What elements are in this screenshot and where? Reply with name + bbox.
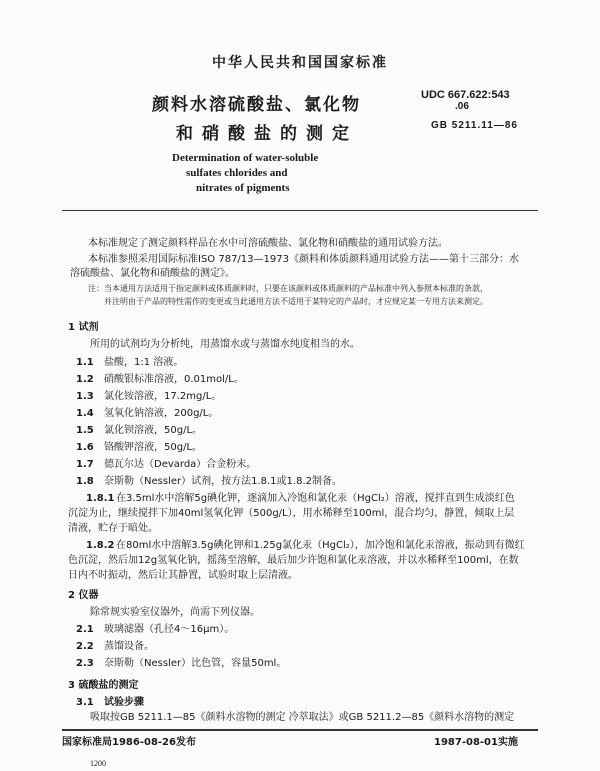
title-divider (62, 210, 538, 211)
standard-org-heading: 中华人民共和国国家标准 (212, 55, 388, 71)
item-1-2: 1.2 硝酸银标准溶液，0.01mol/L。 (76, 374, 244, 385)
gb-number: GB 5211.11—86 (431, 120, 518, 131)
intro-note-a: 注：当本通用方法适用于指定颜料或体质颜料时，只要在该颜料或体质颜料的产品标准中列入参照本标准的条款， (88, 284, 488, 293)
english-title-line1: Determination of water-soluble (172, 152, 319, 164)
udc-code-suffix: .06 (455, 101, 469, 112)
section-1-lead: 所用的试剂均为分析纯，用蒸馏水或与蒸馏水纯度相当的水。 (90, 339, 360, 350)
section-2-title: 2 仪器 (68, 590, 99, 601)
effective-date: 1987-08-01实施 (434, 737, 518, 748)
intro-paragraph-2b: 溶硫酸盐、氯化物和硝酸盐的测定》。 (70, 268, 235, 279)
intro-note-b: 并注明由于产品的特性需作的变更或当此通用方法不适用于某特定的产品时，才应规定某一专用方法来测定。 (104, 297, 488, 306)
item-2-1: 2.1 玻璃滤器（孔径4～16μm）。 (76, 624, 235, 635)
item-1-8-1-line1: 1.8.1 在3.5ml水中溶解5g碘化钾，逐滴加入冷饱和氯化汞（HgCl₂）溶液，搅拌直到生成淡红色 (86, 493, 515, 504)
item-1-8: 1.8 奈斯勒（Nessler）试剂，按方法1.8.1或1.8.2制备。 (76, 476, 342, 487)
item-2-2: 2.2 蒸馏设备。 (76, 641, 154, 652)
item-1-7: 1.7 德瓦尔达（Devarda）合金粉末。 (76, 459, 257, 470)
item-1-5: 1.5 氯化钡溶液，50g/L。 (76, 425, 203, 436)
page-number: 1200 (90, 759, 106, 768)
section-2-lead: 除常规实验室仪器外，尚需下列仪器。 (90, 607, 260, 618)
item-2-3: 2.3 奈斯勒（Nessler）比色管，容量50ml。 (76, 658, 287, 669)
footer-divider (62, 729, 538, 731)
english-title-line2: sulfates chlorides and (186, 167, 288, 179)
chinese-title-line1: 颜料水溶硫酸盐、氯化物 (152, 95, 361, 115)
subsection-3-1-text: 吸取按GB 5211.1—85《颜料水溶物的测定 冷萃取法》或GB 5211.2—85《颜料水溶物的测定 (90, 712, 515, 723)
item-1-8-1-line2: 沉淀为止，继续搅拌下加40ml氢氧化钾（500g/L），用水稀释至100ml，混合均匀，静置，倾取上层 (68, 508, 515, 519)
section-3-title: 3 硫酸盐的测定 (68, 680, 139, 691)
intro-paragraph-1: 本标准规定了测定颜料样品在水中可溶硫酸盐、氯化物和硝酸盐的通用试验方法。 (88, 238, 448, 249)
subsection-3-1-title: 3.1 试验步骤 (76, 697, 144, 708)
intro-paragraph-2a: 本标准参照采用国际标准ISO 787/13—1973《颜料和体质颜料通用试验方法——第十三部分：水 (88, 254, 519, 265)
issue-date: 国家标准局1986-08-26发布 (62, 737, 196, 748)
english-title-line3: nitrates of pigments (196, 182, 290, 194)
item-1-6: 1.6 铬酸钾溶液，50g/L。 (76, 442, 203, 453)
item-1-8-1-line3: 清液，贮存于暗处。 (68, 523, 158, 534)
item-1-8-2-line3: 日内不时振动，然后让其静置，试验时取上层清液。 (68, 570, 298, 581)
chinese-title-line2: 和硝酸盐的测定 (176, 124, 358, 144)
item-1-8-2-line1: 1.8.2 在80ml水中溶解3.5g碘化钾和1.25g氯化汞（HgCl₂），加冷饱和氯化汞溶液，振动到有微红 (86, 540, 525, 551)
udc-code: UDC 667.622:543 (421, 89, 510, 101)
item-1-8-2-line2: 色沉淀，然后加12g氢氧化钠，摇荡至溶解，最后加少许饱和氯化汞溶液，并以水稀释至100ml，在数 (68, 555, 519, 566)
section-1-title: 1 试剂 (68, 322, 99, 333)
item-1-4: 1.4 氢氧化钠溶液，200g/L。 (76, 408, 219, 419)
item-1-3: 1.3 氯化铵溶液，17.2mg/L。 (76, 391, 222, 402)
item-1-1: 1.1 盐酸，1:1 溶液。 (76, 357, 184, 368)
